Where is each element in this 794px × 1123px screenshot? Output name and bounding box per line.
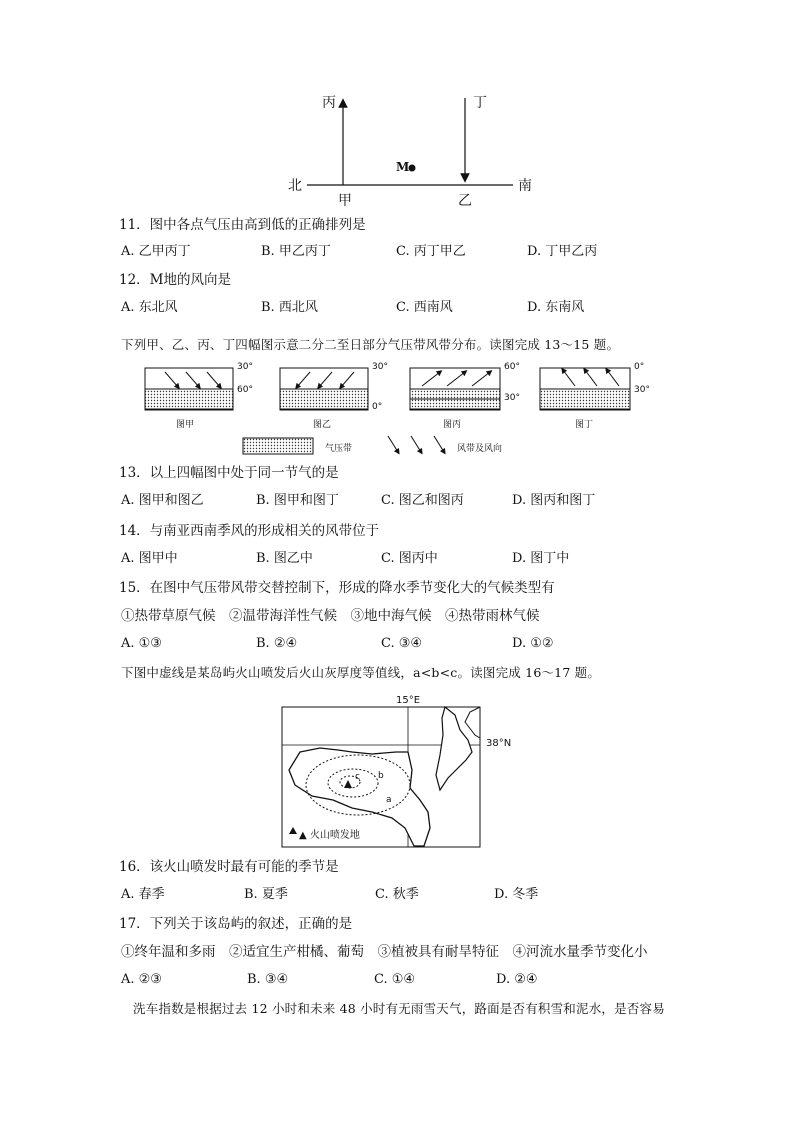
lat-label: 0° [634, 362, 645, 372]
label-south: 南 [518, 178, 532, 194]
label-ding: 丁 [473, 95, 487, 111]
label-jia: 甲 [338, 193, 352, 209]
lat-label: 30° [634, 385, 650, 395]
option-a: A. 春季 [121, 887, 165, 902]
lat-label: 30° [504, 393, 520, 403]
intro-13-15: 下列甲、乙、丙、丁四幅图示意二分二至日部分气压带风带分布。读图完成 13～15 题。 [121, 337, 620, 352]
option-d: D. 东南风 [527, 300, 585, 315]
option-b: B. 图甲和图丁 [256, 493, 339, 508]
question-stem: 15．在图中气压带风带交替控制下，形成的降水季节变化大的气候类型有 [119, 580, 555, 596]
question-stem: 16．该火山喷发时最有可能的季节是 [119, 859, 339, 875]
legend-pressure-label: 气压带 [325, 444, 353, 454]
option-b: B. 夏季 [244, 887, 288, 902]
option-c: C. ③④ [381, 636, 423, 651]
lat-label: 0° [372, 402, 383, 412]
label-bing: 丙 [322, 95, 336, 111]
panel-caption: 图甲 [176, 420, 195, 430]
option-b: B. ③④ [247, 972, 289, 987]
option-a: A. 东北风 [121, 300, 178, 315]
label-m: M [396, 160, 410, 174]
isoline-b-label: b [378, 771, 384, 781]
isoline-a-label: a [386, 795, 392, 805]
question-stem: 14．与南亚西南季风的形成相关的风带位于 [119, 523, 380, 539]
option-a: A. 图甲中 [121, 551, 178, 566]
option-b: B. 甲乙丙丁 [261, 244, 331, 259]
option-d: D. ①② [512, 636, 554, 651]
panel-caption: 图乙 [313, 420, 332, 430]
option-a: A. 乙甲丙丁 [121, 244, 191, 259]
option-c: C. 秋季 [375, 887, 419, 902]
option-d: D. ②④ [496, 972, 538, 987]
lat-label: 60° [504, 362, 520, 372]
question-stem: 11．图中各点气压由高到低的正确排列是 [119, 217, 366, 233]
legend-wind-label: 风带及风向 [457, 444, 503, 454]
option-d: D. 图丙和图丁 [512, 493, 596, 508]
option-b: B. 西北风 [261, 300, 318, 315]
question-choices: ①热带草原气候 ②温带海洋性气候 ③地中海气候 ④热带雨林气候 [121, 608, 540, 624]
intro-16-17: 下图中虚线是某岛屿火山喷发后火山灰厚度等值线，a<b<c。读图完成 16～17 题。 [121, 665, 601, 680]
question-stem: 17．下列关于该岛屿的叙述，正确的是 [119, 916, 353, 932]
option-b: B. ②④ [256, 636, 298, 651]
option-b: B. 图乙中 [256, 551, 313, 566]
lat-label: 30° [237, 362, 253, 372]
option-c: C. 丙丁甲乙 [396, 244, 466, 259]
option-d: D. 图丁中 [512, 551, 570, 566]
question-choices: ①终年温和多雨 ②适宜生产柑橘、葡萄 ③植被具有耐旱特征 ④河流水量季节变化小 [121, 944, 648, 960]
label-latitude: 38°N [486, 738, 512, 749]
panel-caption: 图丁 [575, 420, 594, 430]
lat-label: 60° [237, 385, 253, 395]
isoline-c-label: c [355, 772, 360, 782]
lat-label: 30° [372, 362, 388, 372]
option-c: C. 西南风 [396, 300, 453, 315]
option-d: D. 冬季 [494, 887, 539, 902]
map-legend: ▲ 火山喷发地 [299, 830, 360, 841]
option-a: A. 图甲和图乙 [121, 493, 204, 508]
passage-text: 洗车指数是根据过去 12 小时和未来 48 小时有无雨雪天气，路面是否有积雪和泥水，是否容易 [133, 1001, 665, 1016]
question-stem: 12．M地的风向是 [119, 272, 232, 288]
label-yi: 乙 [458, 193, 472, 209]
option-d: D. 丁甲乙丙 [527, 244, 598, 259]
option-c: C. 图丙中 [381, 551, 438, 566]
question-stem: 13．以上四幅图中处于同一节气的是 [119, 465, 339, 481]
panel-caption: 图丙 [443, 420, 462, 430]
option-a: A. ①③ [121, 636, 162, 651]
option-c: C. 图乙和图丙 [381, 493, 464, 508]
option-c: C. ①④ [374, 972, 416, 987]
option-a: A. ②③ [121, 972, 162, 987]
label-longitude: 15°E [396, 695, 421, 706]
label-north: 北 [288, 178, 302, 194]
